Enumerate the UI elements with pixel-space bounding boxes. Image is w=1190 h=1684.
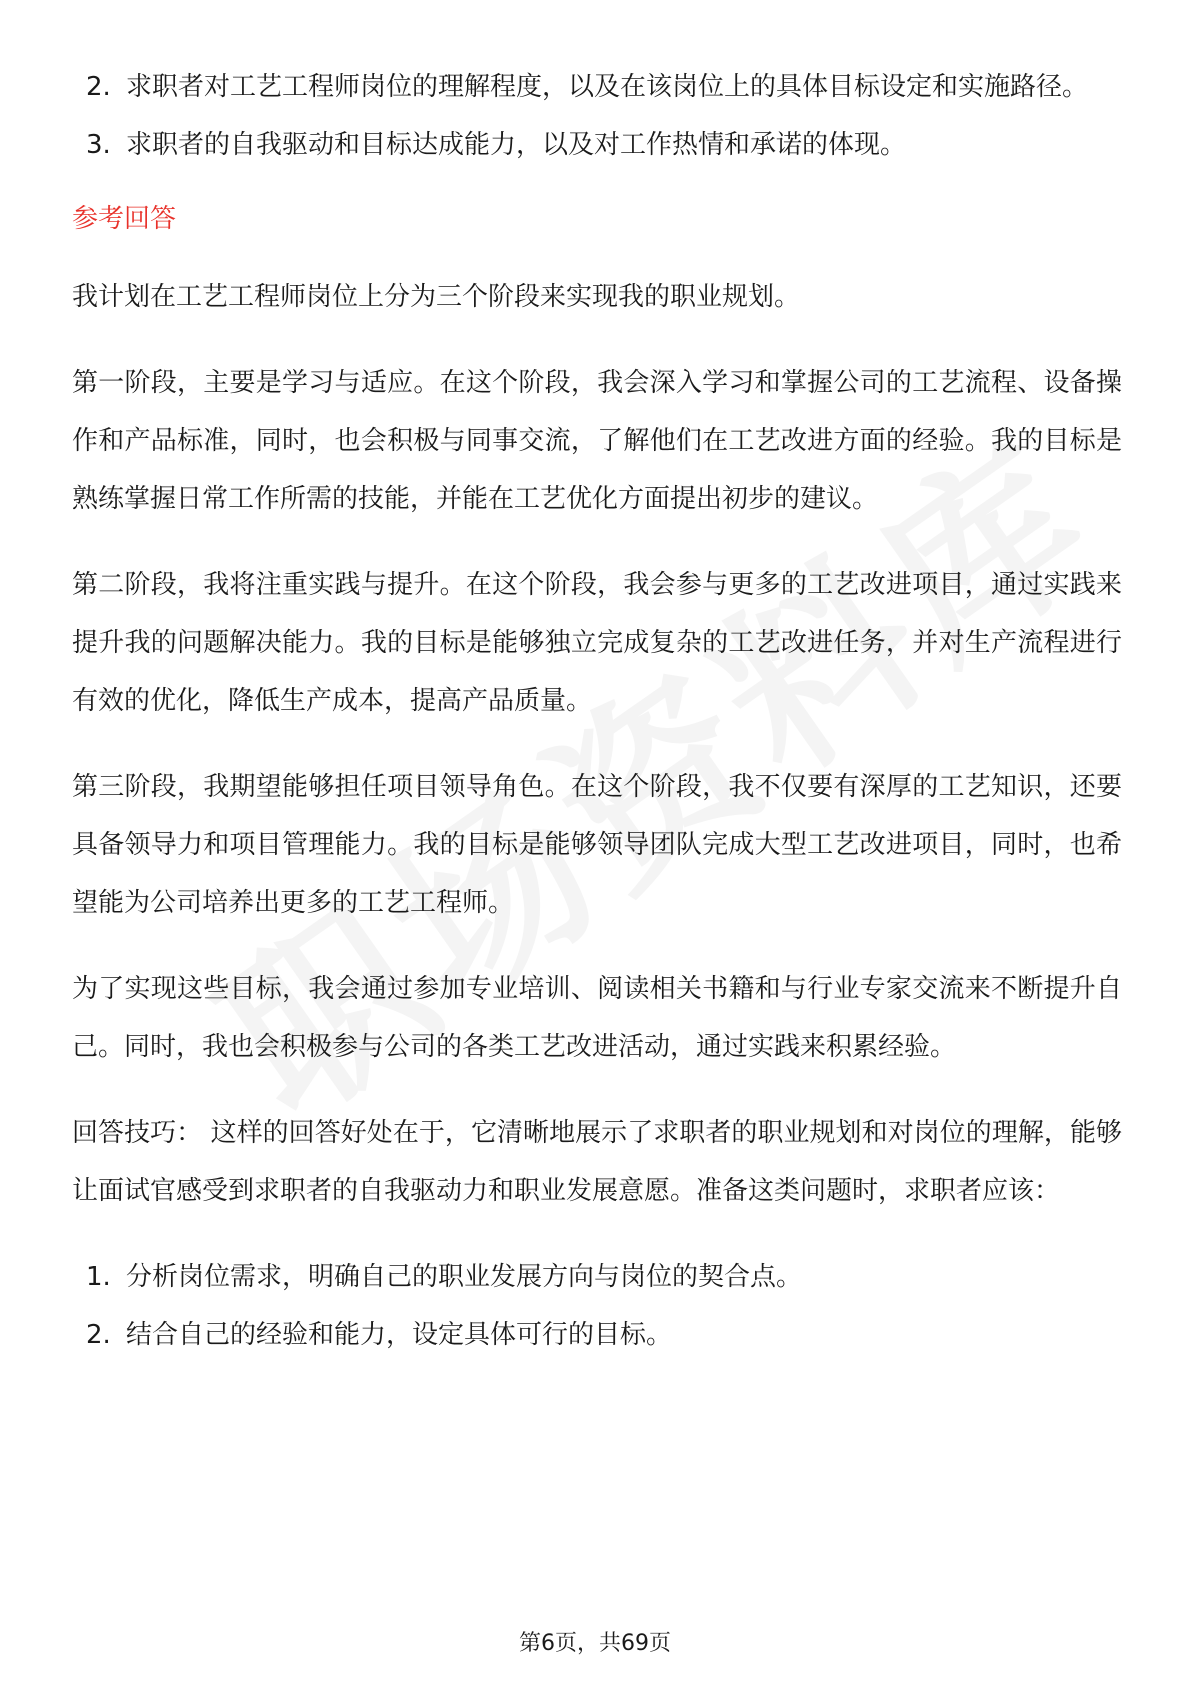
list-item-number: 3. (86, 130, 111, 160)
paragraph-stage-one: 第一阶段，主要是学习与适应。在这个阶段，我会深入学习和掌握公司的工艺流程、设备操作和产品标准，同时，也会积极与同事交流，了解他们在工艺改进方面的经验。我的目标是熟练掌握日常工作所需的技能，并能在工艺优化方面提出初步的建议。 (72, 368, 1122, 514)
paragraph-answer-tips: 回答技巧： 这样的回答好处在于，它清晰地展示了求职者的职业规划和对岗位的理解，能够让面试官感受到求职者的自我驱动力和职业发展意愿。准备这类问题时，求职者应该： (72, 1118, 1122, 1206)
evaluation-criteria-list (86, 58, 1122, 174)
section-heading: 参考回答 (72, 204, 177, 234)
list-item (86, 58, 1122, 116)
list-item-number: 2. (86, 1320, 111, 1350)
list-item-number: 1. (86, 1262, 111, 1292)
list-item-text: 分析岗位需求，明确自己的职业发展方向与岗位的契合点。 (126, 1262, 803, 1292)
page-content (72, 58, 1122, 1364)
list-item (86, 1306, 1122, 1364)
paragraph-stage-two: 第二阶段，我将注重实践与提升。在这个阶段，我会参与更多的工艺改进项目，通过实践来提升我的问题解决能力。我的目标是能够独立完成复杂的工艺改进任务，并对生产流程进行有效的优化，降低生产成本，提高产品质量。 (72, 570, 1122, 716)
tips-list (86, 1248, 1122, 1364)
list-item-text: 求职者的自我驱动和目标达成能力，以及对工作热情和承诺的体现。 (126, 130, 907, 160)
paragraph-intro: 我计划在工艺工程师岗位上分为三个阶段来实现我的职业规划。 (72, 282, 801, 312)
list-item (86, 1248, 1122, 1306)
list-item-number: 2. (86, 72, 111, 102)
list-item-text: 求职者对工艺工程师岗位的理解程度，以及在该岗位上的具体目标设定和实施路径。 (126, 72, 1089, 102)
page-number-footer: 第6页，共69页 (519, 1631, 671, 1656)
paragraph-methods: 为了实现这些目标，我会通过参加专业培训、阅读相关书籍和与行业专家交流来不断提升自己。同时，我也会积极参与公司的各类工艺改进活动，通过实践来积累经验。 (72, 974, 1122, 1062)
list-item (86, 116, 1122, 174)
paragraph-stage-three: 第三阶段，我期望能够担任项目领导角色。在这个阶段，我不仅要有深厚的工艺知识，还要具备领导力和项目管理能力。我的目标是能够领导团队完成大型工艺改进项目，同时，也希望能为公司培养出更多的工艺工程师。 (72, 772, 1122, 918)
list-item-text: 结合自己的经验和能力，设定具体可行的目标。 (126, 1320, 673, 1350)
